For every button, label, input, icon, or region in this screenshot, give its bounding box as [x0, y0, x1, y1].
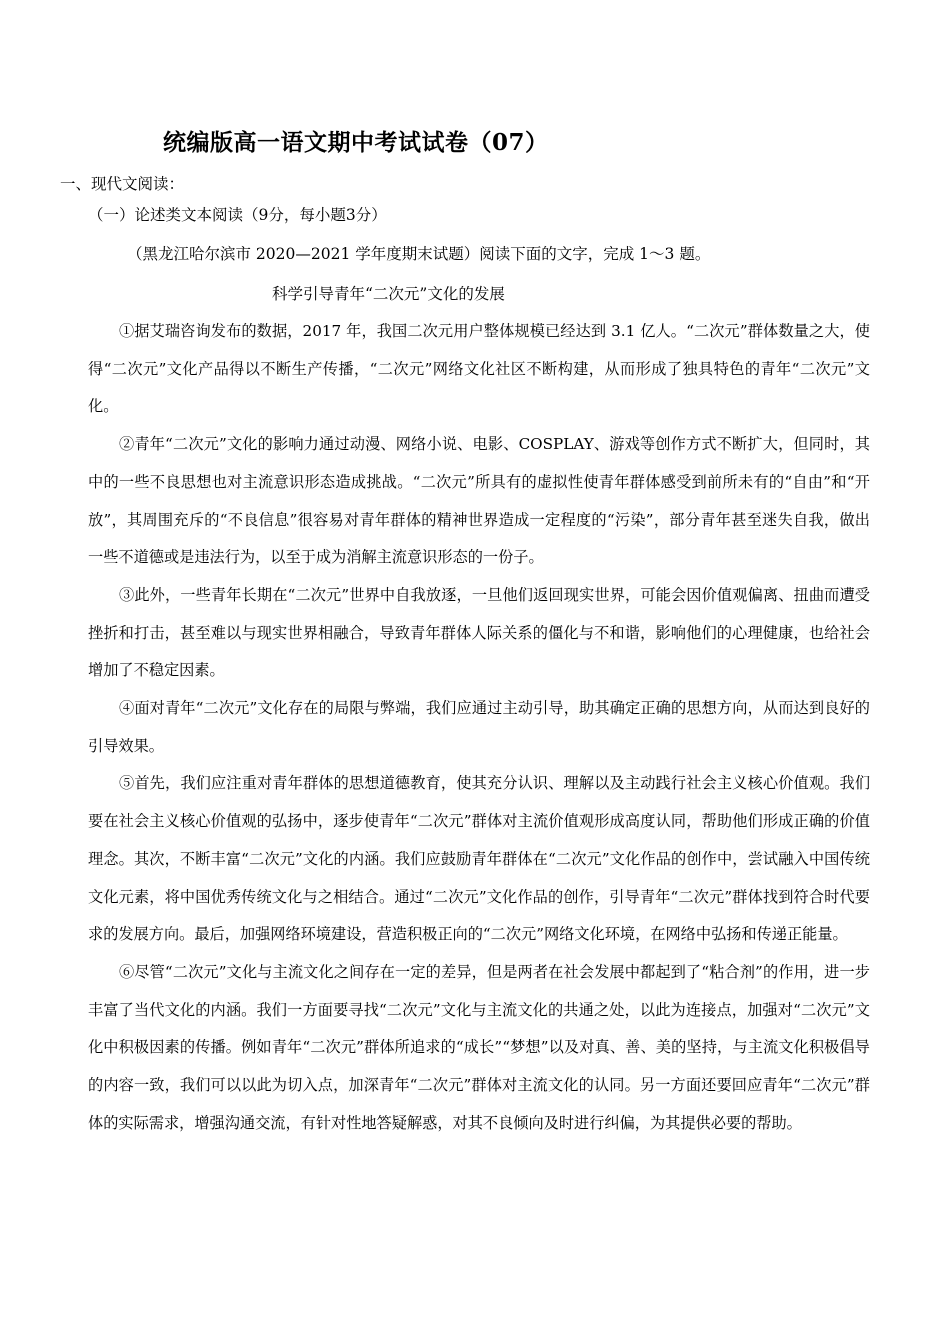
paragraph-3: ③此外，一些青年长期在“二次元”世界中自我放逐，一旦他们返回现实世界，可能会因价值观偏离、扭曲而遭受挫折和打击，甚至难以与现实世界相融合，导致青年群体人际关系的僵化与不和谐，影响他们的心理健康，也给社会增加了不稳定因素。 [88, 585, 870, 680]
source-note: （黑龙江哈尔滨市 2020—2021 学年度期末试题）阅读下面的文字，完成 1～3 题。 [127, 245, 711, 263]
subsection-heading: （一）论述类文本阅读（9分，每小题3分） [88, 206, 387, 224]
paragraph-6: ⑥尽管“二次元”文化与主流文化之间存在一定的差异，但是两者在社会发展中都起到了“粘合剂”的作用，进一步丰富了当代文化的内涵。我们一方面要寻找“二次元”文化与主流文化的共通之处，以此为连接点，加强对“二次元”文化中积极因素的传播。例如青年“二次元”群体所追求的“成长”“梦想”以及对真、善、美的坚持，与主流文化积极倡导的内容一致，我们可以以此为切入点，加深青年“二次元”群体对主流文化的认同。另一方面还要回应青年“二次元”群体的实际需求，增强沟通交流，有针对性地答疑解惑，对其不良倾向及时进行纠偏，为其提供必要的帮助。 [88, 962, 870, 1132]
paragraph-1: ①据艾瑞咨询发布的数据，2017 年，我国二次元用户整体规模已经达到 3.1 亿人。“二次元”群体数量之大，使得“二次元”文化产品得以不断生产传播，“二次元”网络文化社区不断构建，从而形成了独具特色的青年“二次元”文化。 [88, 322, 870, 416]
article-body [88, 313, 870, 1142]
paragraph-5: ⑤首先，我们应注重对青年群体的思想道德教育，使其充分认识、理解以及主动践行社会主义核心价值观。我们要在社会主义核心价值观的弘扬中，逐步使青年“二次元”群体对主流价值观形成高度认同，帮助他们形成正确的价值理念。其次，不断丰富“二次元”文化的内涵。我们应鼓励青年群体在“二次元”文化作品的创作中，尝试融入中国传统文化元素，将中国优秀传统文化与之相结合。通过“二次元”文化作品的创作，引导青年“二次元”群体找到符合时代要求的发展方向。最后，加强网络环境建设，营造积极正向的“二次元”网络文化环境，在网络中弘扬和传递正能量。 [88, 774, 870, 944]
article-title: 科学引导青年“二次元”文化的发展 [272, 285, 505, 303]
paragraph-4: ④面对青年“二次元”文化存在的局限与弊端，我们应通过主动引导，助其确定正确的思想方向，从而达到良好的引导效果。 [88, 699, 870, 755]
paragraph-2: ②青年“二次元”文化的影响力通过动漫、网络小说、电影、COSPLAY、游戏等创作方式不断扩大，但同时，其中的一些不良思想也对主流意识形态造成挑战。“二次元”所具有的虚拟性使青年群体感受到前所未有的“自由”和“开放”，其周围充斥的“不良信息”很容易对青年群体的精神世界造成一定程度的“污染”，部分青年甚至迷失自我，做出一些不道德或是违法行为，以至于成为消解主流意识形态的一份子。 [88, 435, 870, 567]
page-title: 统编版高一语文期中考试试卷（07） [163, 129, 549, 156]
section-heading: 一、现代文阅读： [60, 175, 185, 193]
